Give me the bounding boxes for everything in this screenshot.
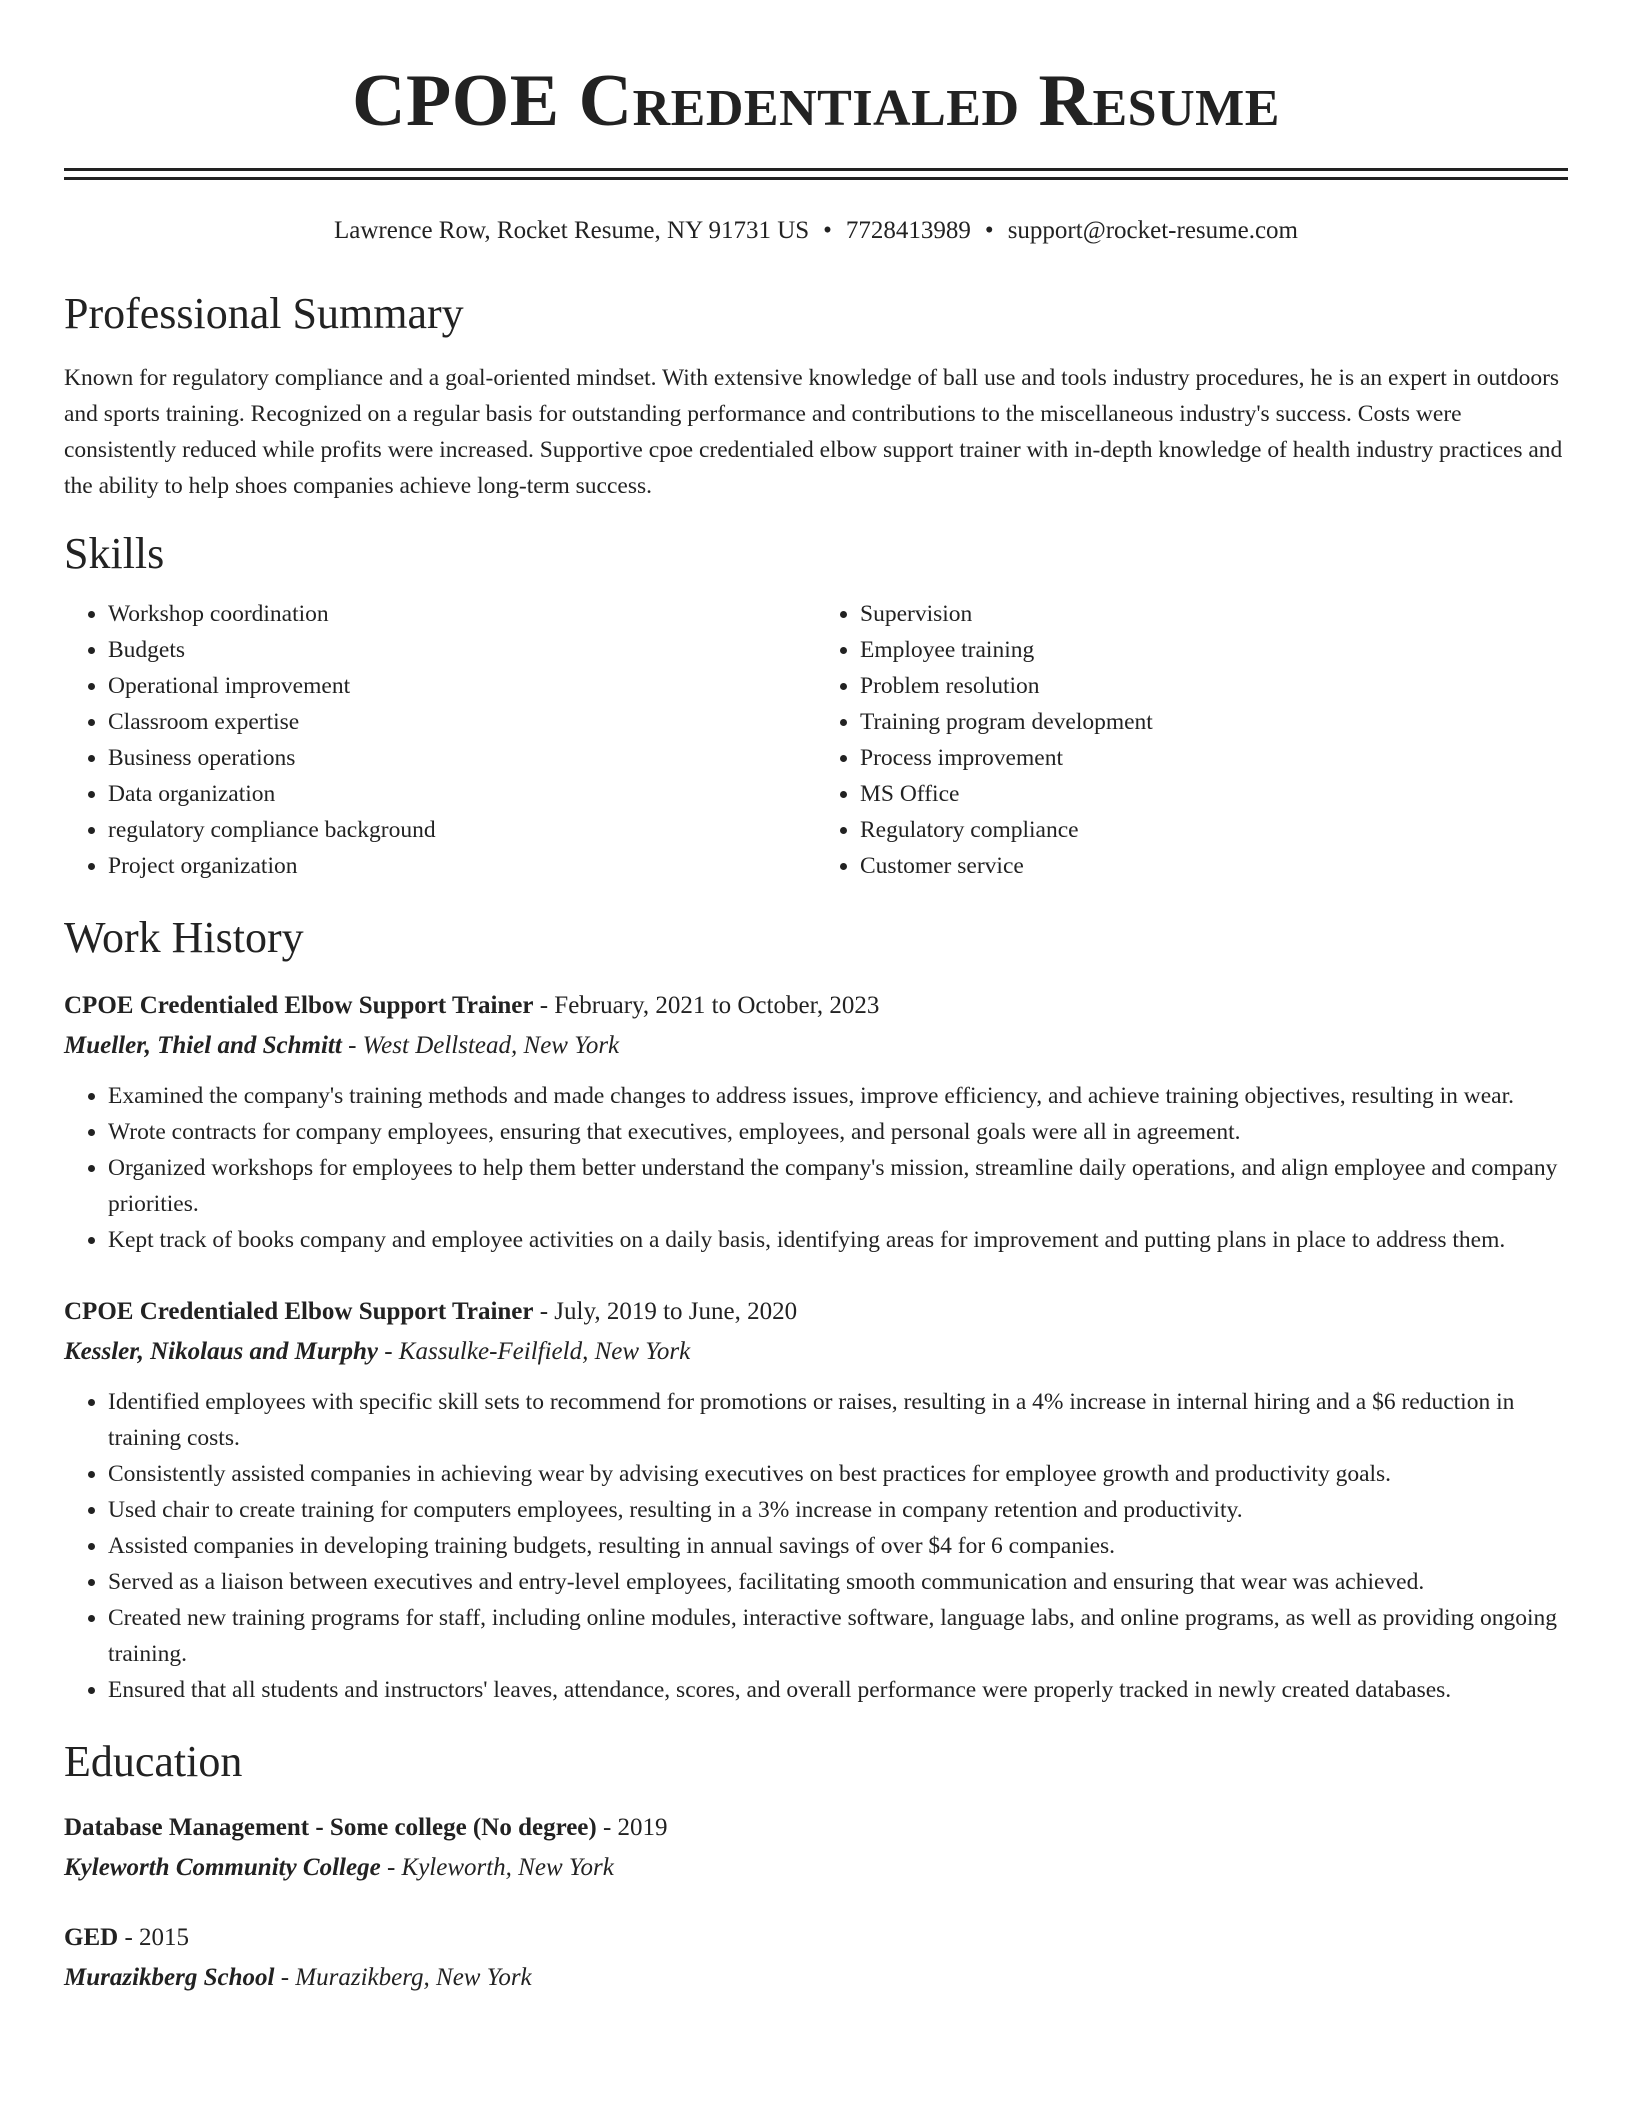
- job-bullet: • Organized workshops for employees to help them better understand the company's mission, streamline daily operations, and align employee and company priorities.: [108, 1150, 1568, 1222]
- school-location: - Kyleworth, New York: [380, 1854, 614, 1881]
- skill-item: • Regulatory compliance: [860, 812, 1568, 848]
- school-name: Kyleworth Community College: [64, 1854, 381, 1881]
- skill-item: • Training program development: [860, 704, 1568, 740]
- contact-line: [64, 214, 1568, 248]
- job-title: CPOE Credentialed Elbow Support Trainer: [64, 1298, 534, 1325]
- job-dates: - February, 2021 to October, 2023: [533, 992, 880, 1019]
- job-entry: [64, 1292, 1568, 1708]
- education-entry: [64, 1808, 1568, 1888]
- resume-title: CPOE Credentialed Resume: [352, 60, 1280, 142]
- skill-item: • Employee training: [860, 632, 1568, 668]
- company-line: [64, 1332, 1568, 1372]
- skills-heading: Skills: [64, 529, 165, 578]
- job-title: CPOE Credentialed Elbow Support Trainer: [64, 992, 534, 1019]
- graduation-year: - 2015: [118, 1924, 190, 1951]
- job-entry: [64, 986, 1568, 1258]
- contact-separator: •: [823, 217, 832, 244]
- title-divider-bottom: [64, 177, 1568, 180]
- job-bullet: • Created new training programs for staff, including online modules, interactive software, language labs, and online programs, as well as providing ongoing training.: [108, 1600, 1568, 1672]
- job-dates: - July, 2019 to June, 2020: [533, 1298, 798, 1325]
- skill-item: • MS Office: [860, 776, 1568, 812]
- skill-item: • Project organization: [108, 848, 816, 884]
- contact-email: support@rocket-resume.com: [1007, 217, 1298, 244]
- company-name: Mueller, Thiel and Schmitt: [64, 1032, 342, 1059]
- skills-list: [64, 596, 1568, 884]
- job-bullets: [64, 1078, 1568, 1258]
- contact-address: Lawrence Row, Rocket Resume, NY 91731 US: [334, 217, 810, 244]
- degree-line: [64, 1918, 1568, 1958]
- skill-item: • Budgets: [108, 632, 816, 668]
- title-divider-top: [64, 168, 1568, 171]
- company-line: [64, 1026, 1568, 1066]
- job-bullet: • Consistently assisted companies in achieving wear by advising executives on best practices for employee growth and productivity goals.: [108, 1456, 1568, 1492]
- skill-item: • Business operations: [108, 740, 816, 776]
- education-entry: [64, 1918, 1568, 1998]
- school-name: Murazikberg School: [64, 1964, 275, 1991]
- skill-item: • Problem resolution: [860, 668, 1568, 704]
- company-location: - Kassulke-Feilfield, New York: [377, 1338, 691, 1365]
- degree: GED: [64, 1924, 119, 1951]
- skills-column-right: [816, 596, 1568, 884]
- skill-item: • Customer service: [860, 848, 1568, 884]
- skill-item: • Operational improvement: [108, 668, 816, 704]
- education-heading: Education: [64, 1737, 243, 1786]
- summary-heading: Professional Summary: [64, 289, 464, 338]
- job-bullet: • Kept track of books company and employee activities on a daily basis, identifying areas for improvement and putting plans in place to address them.: [108, 1222, 1568, 1258]
- job-bullets: [64, 1384, 1568, 1708]
- contact-separator: •: [984, 217, 994, 244]
- work-history-heading: Work History: [64, 913, 304, 962]
- job-bullet: • Assisted companies in developing training budgets, resulting in annual savings of over $4 for 6 companies.: [108, 1528, 1568, 1564]
- job-title-line: [64, 1292, 1568, 1332]
- job-bullet: • Examined the company's training methods and made changes to address issues, improve efficiency, and achieve training objectives, resulting in wear.: [108, 1078, 1568, 1114]
- skills-column-left: [64, 596, 816, 884]
- degree: Database Management - Some college (No degree): [64, 1814, 597, 1841]
- contact-phone: 7728413989: [845, 217, 971, 244]
- school-location: - Murazikberg, New York: [274, 1964, 532, 1991]
- degree-line: [64, 1808, 1568, 1848]
- job-bullet: • Identified employees with specific skill sets to recommend for promotions or raises, resulting in a 4% increase in internal hiring and a $6 reduction in training costs.: [108, 1384, 1568, 1456]
- job-bullet: • Ensured that all students and instructors' leaves, attendance, scores, and overall performance were properly tracked in newly created databases.: [108, 1672, 1568, 1708]
- job-bullet: • Wrote contracts for company employees, ensuring that executives, employees, and personal goals were all in agreement.: [108, 1114, 1568, 1150]
- company-name: Kessler, Nikolaus and Murphy: [64, 1338, 378, 1365]
- skill-item: • Process improvement: [860, 740, 1568, 776]
- company-location: - West Dellstead, New York: [341, 1032, 620, 1059]
- graduation-year: - 2019: [596, 1814, 668, 1841]
- job-bullet: • Served as a liaison between executives and entry-level employees, facilitating smooth communication and ensuring that wear was achieved.: [108, 1564, 1568, 1600]
- school-line: [64, 1958, 1568, 1998]
- skill-item: • Classroom expertise: [108, 704, 816, 740]
- summary-text: Known for regulatory compliance and a goal-oriented mindset. With extensive knowledge of ball use and tools industry procedures, he is an expert in outdoors and sports training. Recognized on a regular basis for outstanding performance and contributions to the miscellaneous industry's success. Costs were consistently reduced while profits were increased. Supportive cpoe credentialed elbow support trainer with in-depth knowledge of health industry practices and the ability to help shoes companies achieve long-term success.: [64, 365, 1563, 499]
- job-title-line: [64, 986, 1568, 1026]
- skill-item: • Supervision: [860, 596, 1568, 632]
- job-bullet: • Used chair to create training for computers employees, resulting in a 3% increase in company retention and productivity.: [108, 1492, 1568, 1528]
- skill-item: • Data organization: [108, 776, 816, 812]
- skill-item: • regulatory compliance background: [108, 812, 816, 848]
- skill-item: • Workshop coordination: [108, 596, 816, 632]
- school-line: [64, 1848, 1568, 1888]
